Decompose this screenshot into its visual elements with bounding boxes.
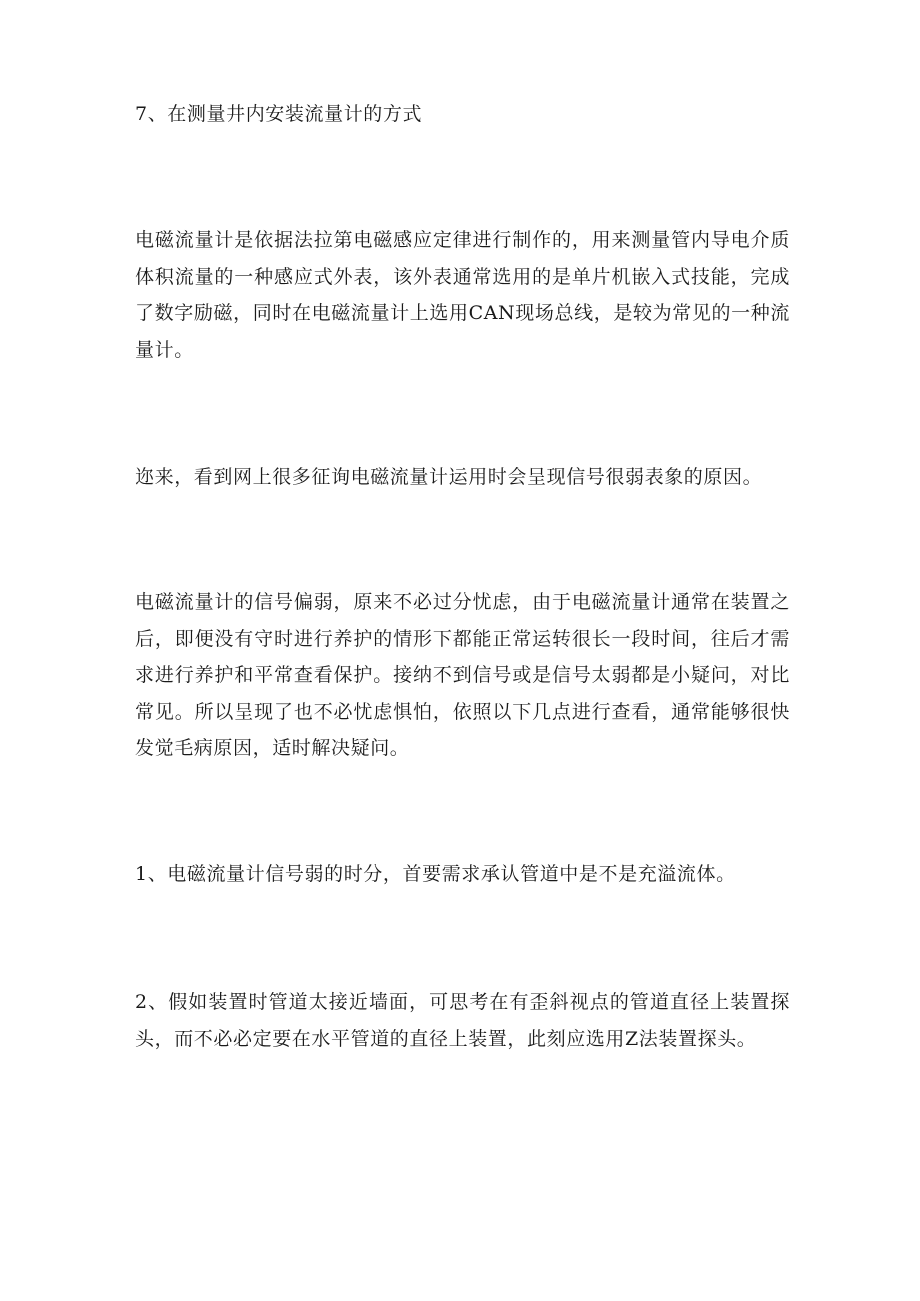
paragraph-explanation: 电磁流量计的信号偏弱，原来不必过分忧虑，由于电磁流量计通常在装置之后，即便没有守时进行养护的情形下都能正常运转很长一段时间，往后才需求进行养护和平常查看保护。接纳不到信号或是信号太弱都是小疑问，对比常见。所以呈现了也不必忧虑惧怕，依照以下几点进行查看，通常能够很快发觉毛病原因，适时解决疑问。 [135, 591, 790, 759]
paragraph-question: 迩来，看到网上很多征询电磁流量计运用时会呈现信号很弱表象的原因。 [135, 466, 763, 488]
section-heading: 7、在测量井内安装流量计的方式 [135, 103, 423, 125]
paragraph-intro: 电磁流量计是依据法拉第电磁感应定律进行制作的，用来测量管内导电介质体积流量的一种感应式外表，该外表通常选用的是单片机嵌入式技能，完成了数字励磁，同时在电磁流量计上选用CAN现场总线，是较为常见的一种流量计。 [135, 229, 790, 361]
list-item-2: 2、假如装置时管道太接近墙面，可思考在有歪斜视点的管道直径上装置探头，而不必必定要在水平管道的直径上装置，此刻应选用Z法装置探头。 [135, 991, 790, 1050]
list-item-1: 1、电磁流量计信号弱的时分，首要需求承认管道中是不是充溢流体。 [135, 863, 736, 885]
